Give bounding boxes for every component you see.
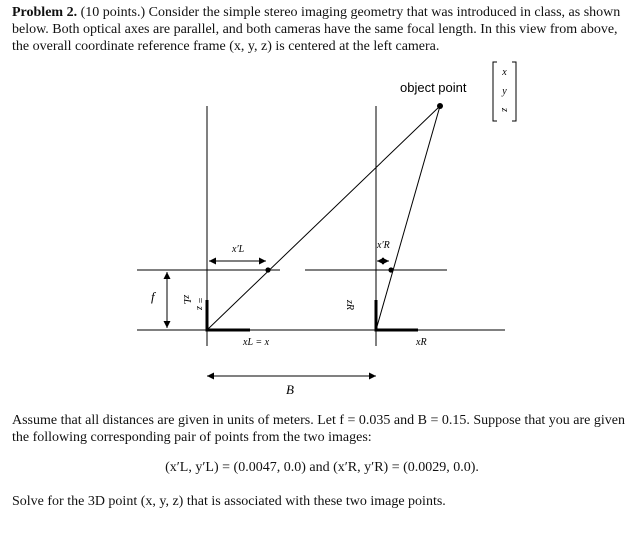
vector-z: z <box>499 108 510 112</box>
coordinate-vector <box>493 62 516 121</box>
stereo-geometry-figure <box>0 56 644 406</box>
problem-heading: Problem 2. <box>12 5 78 20</box>
eq-z-label: = z <box>194 297 205 311</box>
vector-left-bracket <box>493 62 497 121</box>
xL-eq-label: xL = x <box>243 337 270 348</box>
zR-label: zR <box>344 300 355 310</box>
right-image-point <box>388 267 393 272</box>
xR-prime-label: x′R <box>377 240 390 251</box>
left-image-point <box>265 267 270 272</box>
problem-intro: Consider the simple stereo imaging geometry that was introduced in class, as shown below. Both optical axes are parallel, and both cameras have the same focal length. In this view from above, the overall coordinate reference frame (x, y, z) is centered at the left camera. <box>12 5 621 54</box>
vector-x: x <box>502 67 507 78</box>
left-camera-axes <box>207 300 250 330</box>
xL-prime-label: x′L <box>232 244 245 255</box>
right-camera-axes <box>376 300 418 330</box>
vector-y: y <box>502 86 507 97</box>
object-point-label: object point <box>400 80 467 95</box>
zL-label: zL <box>181 295 192 305</box>
given-equation: (x′L, y′L) = (0.0047, 0.0) and (x′R, y′R) = (0.0029, 0.0). <box>165 460 479 475</box>
xR-label: xR <box>416 337 427 348</box>
problem-statement <box>12 4 634 55</box>
f-label: f <box>151 289 155 304</box>
assumption-text: Assume that all distances are given in units of meters. Let f = 0.035 and B = 0.15. Suppose that you are given the following corresponding pair of points from the two images: <box>12 413 625 445</box>
left-ray <box>207 106 440 330</box>
vector-right-bracket <box>512 62 516 121</box>
problem-points: (10 points.) <box>80 5 146 20</box>
B-label: B <box>286 382 294 397</box>
right-ray <box>376 106 440 330</box>
solve-instruction: Solve for the 3D point (x, y, z) that is associated with these two image points. <box>12 494 446 509</box>
